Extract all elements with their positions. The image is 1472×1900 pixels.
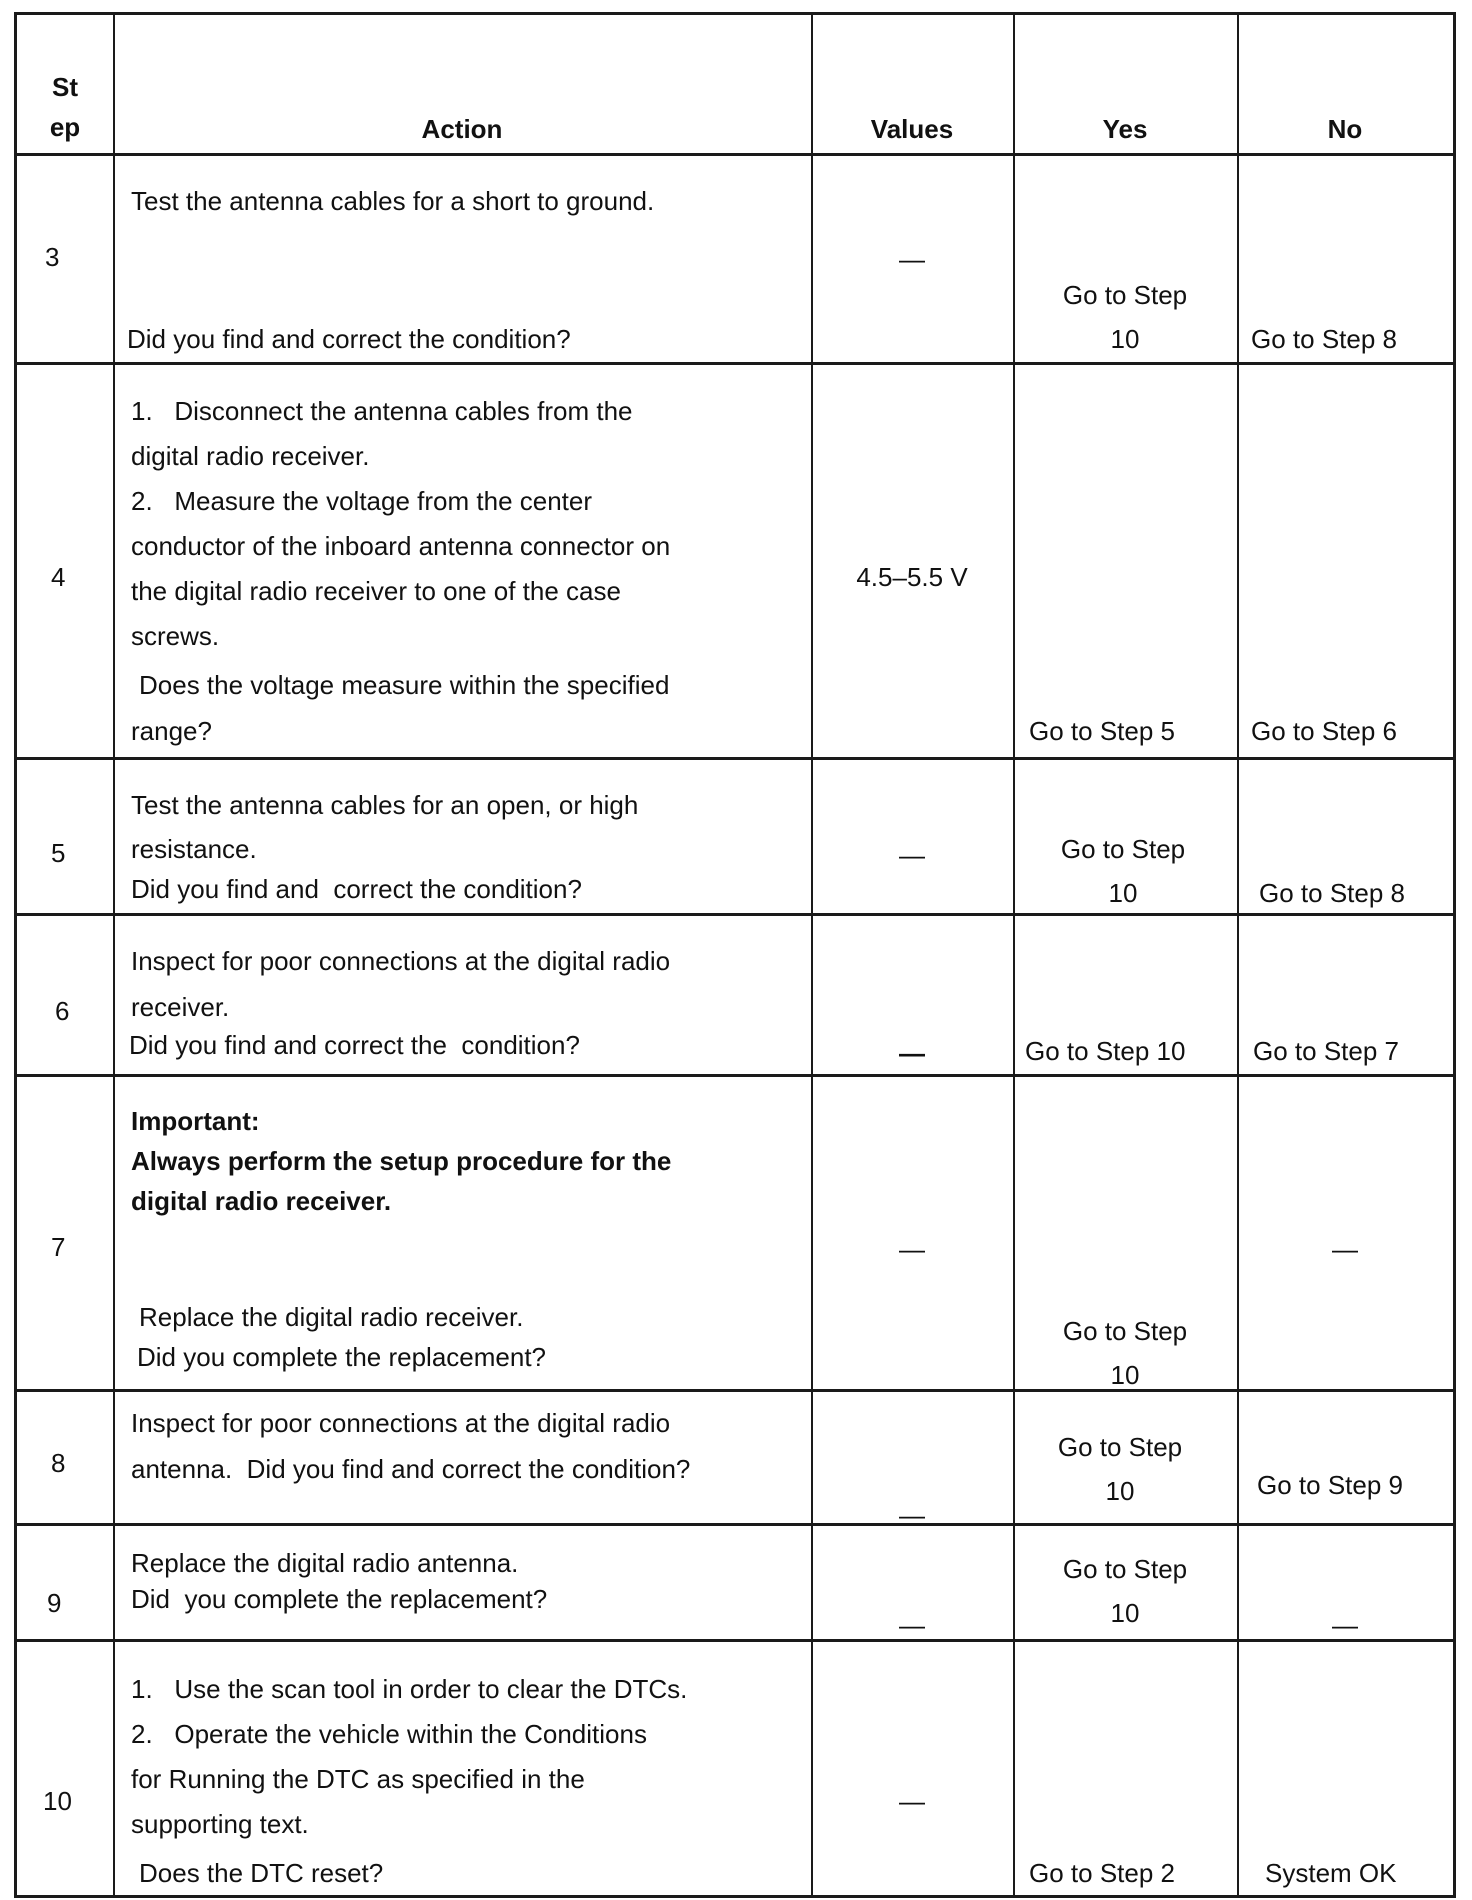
action-line: digital radio receiver. xyxy=(131,1186,392,1216)
no-cell: Go to Step 6 xyxy=(1251,716,1397,746)
yes-cell-line: Go to Step xyxy=(1062,280,1188,310)
row-divider xyxy=(17,913,1453,916)
action-line: Test the antenna cables for an open, or high xyxy=(131,790,639,820)
action-line: 2. Measure the voltage from the center xyxy=(131,486,593,516)
yes-cell-line: Go to Step xyxy=(1060,834,1186,864)
header-action: Action xyxy=(421,114,503,144)
step-number: 10 xyxy=(43,1786,72,1816)
column-divider xyxy=(113,15,115,1895)
action-line: conductor of the inboard antenna connector on xyxy=(131,531,671,561)
action-line: digital radio receiver. xyxy=(131,441,370,471)
header-step-line: ep xyxy=(49,112,81,142)
values-cell: — xyxy=(899,1234,925,1264)
yes-cell-line: 10 xyxy=(1110,324,1140,354)
action-line: Does the voltage measure within the specified xyxy=(139,670,670,700)
no-cell: Go to Step 8 xyxy=(1251,324,1397,354)
header-step xyxy=(17,67,113,147)
values-cell: — xyxy=(899,1786,925,1816)
no-cell: System OK xyxy=(1265,1858,1397,1888)
action-line: 1. Disconnect the antenna cables from the xyxy=(131,396,633,426)
values-cell: 4.5–5.5 V xyxy=(856,562,968,592)
yes-cell-line: 10 xyxy=(1105,1476,1135,1506)
row-divider xyxy=(17,153,1453,156)
row-divider xyxy=(17,1523,1453,1526)
header-no: No xyxy=(1327,114,1363,144)
yes-cell: Go to Step 2 xyxy=(1029,1858,1175,1888)
action-line: resistance. xyxy=(131,834,257,864)
yes-cell-line: Go to Step xyxy=(1057,1432,1183,1462)
yes-cell-line: Go to Step xyxy=(1062,1554,1188,1584)
step-number: 3 xyxy=(45,242,60,272)
row-divider xyxy=(17,1389,1453,1392)
values-cell: — xyxy=(899,840,925,870)
action-line: screws. xyxy=(131,621,220,651)
step-number: 5 xyxy=(51,838,66,868)
important-label: Important: xyxy=(131,1106,260,1136)
action-line: Replace the digital radio antenna. xyxy=(131,1548,519,1578)
values-cell: — xyxy=(899,1038,925,1068)
action-line: Does the DTC reset? xyxy=(139,1858,384,1888)
values-cell: — xyxy=(899,244,925,274)
yes-cell-line: 10 xyxy=(1110,1360,1140,1390)
action-line: Did you find and correct the condition? xyxy=(127,324,571,354)
no-cell: Go to Step 8 xyxy=(1259,878,1405,908)
step-number: 9 xyxy=(47,1588,62,1618)
action-line: 2. Operate the vehicle within the Conditions xyxy=(131,1719,647,1749)
yes-cell-line: 10 xyxy=(1108,878,1138,908)
yes-cell: Go to Step 5 xyxy=(1029,716,1175,746)
action-line: for Running the DTC as specified in the xyxy=(131,1764,585,1794)
no-cell: — xyxy=(1332,1234,1358,1264)
diagnostic-table xyxy=(14,12,1456,1898)
no-cell: Go to Step 7 xyxy=(1253,1036,1399,1066)
yes-cell-line: Go to Step xyxy=(1062,1316,1188,1346)
no-cell: Go to Step 9 xyxy=(1257,1470,1403,1500)
action-line: Replace the digital radio receiver. xyxy=(139,1302,524,1332)
values-cell: — xyxy=(899,1610,925,1640)
action-line: supporting text. xyxy=(131,1809,309,1839)
step-number: 7 xyxy=(51,1232,66,1262)
header-yes: Yes xyxy=(1102,114,1148,144)
action-line: the digital radio receiver to one of the case xyxy=(131,576,621,606)
action-line: Did you complete the replacement? xyxy=(137,1342,547,1372)
row-divider xyxy=(17,1074,1453,1077)
header-values: Values xyxy=(870,114,954,144)
action-line: Did you complete the replacement? xyxy=(131,1584,548,1614)
step-number: 8 xyxy=(51,1448,66,1478)
action-line: 1. Use the scan tool in order to clear the DTCs. xyxy=(131,1674,688,1704)
row-divider xyxy=(17,362,1453,365)
action-line: Inspect for poor connections at the digital radio xyxy=(131,946,671,976)
action-line: Test the antenna cables for a short to ground. xyxy=(131,186,655,216)
yes-cell: Go to Step 10 xyxy=(1025,1036,1186,1066)
step-number: 6 xyxy=(55,996,70,1026)
step-number: 4 xyxy=(51,562,66,592)
no-cell: — xyxy=(1332,1610,1358,1640)
action-line: receiver. xyxy=(131,992,230,1022)
action-line: Inspect for poor connections at the digital radio xyxy=(131,1408,671,1438)
yes-cell-line: 10 xyxy=(1110,1598,1140,1628)
action-line: Did you find and correct the condition? xyxy=(131,874,582,904)
action-line: Did you find and correct the condition? xyxy=(129,1030,580,1060)
action-line: range? xyxy=(131,716,212,746)
row-divider xyxy=(17,757,1453,760)
header-step-line: St xyxy=(52,72,78,102)
action-line: Always perform the setup procedure for the xyxy=(131,1146,672,1176)
values-cell: — xyxy=(899,1500,925,1530)
action-line: antenna. Did you find and correct the condition? xyxy=(131,1454,691,1484)
